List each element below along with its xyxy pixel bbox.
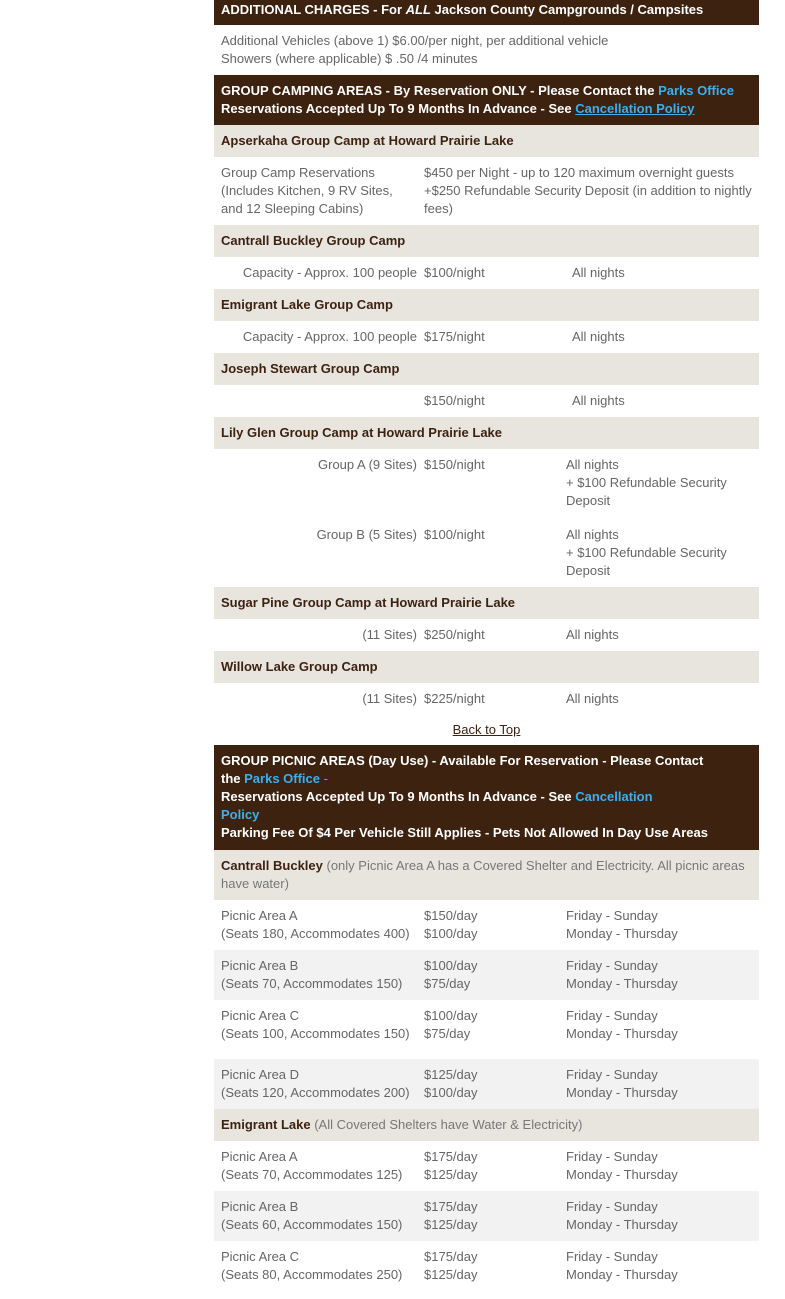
weekday-days: Monday - Thursday [566, 1167, 678, 1182]
weekend-days: Friday - Sunday [566, 1008, 658, 1023]
emigrant-picnic-title [214, 1109, 759, 1141]
weekday-days: Monday - Thursday [566, 1217, 678, 1232]
area-capacity: (Seats 120, Accommodates 200) [221, 1085, 410, 1100]
price-text: $150/night [424, 393, 485, 408]
weekday-price: $125/day [424, 1267, 478, 1282]
cantrall-picnic-title [214, 850, 759, 900]
lily-glen-title: Lily Glen Group Camp at Howard Prairie Lake [214, 417, 759, 449]
nights-text: All nights [572, 265, 625, 280]
price-text: $150/night [424, 457, 485, 472]
picnic-area-row [214, 1141, 759, 1191]
cancellation-policy-link[interactable]: Policy [221, 807, 260, 822]
emigrant-group-title: Emigrant Lake Group Camp [214, 289, 759, 321]
group-camping-header [214, 75, 759, 125]
weekend-price: $175/day [424, 1149, 478, 1164]
weekend-price: $175/day [424, 1199, 478, 1214]
lily-glen-group-a [214, 449, 759, 526]
weekday-price: $100/day [424, 1085, 478, 1100]
deposit-text: + $100 Refundable Security Deposit [566, 545, 727, 578]
header-text: GROUP PICNIC AREAS (Day Use) - Available For Reservation - Please Contact [221, 753, 704, 768]
header-text: GROUP CAMPING AREAS - By Reservation ONLY - Please Contact the [221, 83, 659, 98]
weekend-days: Friday - Sunday [566, 1149, 658, 1164]
additional-vehicles-text: Additional Vehicles (above 1) $6.00/per night, per additional vehicle [221, 33, 609, 48]
capacity-text: Capacity - Approx. 100 people [242, 329, 417, 344]
weekday-price: $125/day [424, 1217, 478, 1232]
header-emphasis: ALL [405, 2, 431, 17]
area-name: Picnic Area D [221, 1067, 300, 1082]
parks-office-link[interactable]: Parks Office [658, 83, 734, 98]
weekday-price: $100/day [424, 926, 478, 941]
area-name: Picnic Area B [221, 958, 299, 973]
showers-text: Showers (where applicable) $ .50 /4 minutes [221, 51, 478, 66]
area-capacity: (Seats 180, Accommodates 400) [221, 926, 410, 941]
header-text: Reservations Accepted Up To 9 Months In Advance - See [221, 789, 576, 804]
nights-text: All nights [566, 627, 619, 642]
weekday-price: $75/day [424, 976, 471, 991]
cantrall-group-row [214, 257, 759, 289]
sites-text: (11 Sites) [362, 627, 417, 642]
weekend-days: Friday - Sunday [566, 908, 658, 923]
weekend-price: $100/day [424, 1008, 478, 1023]
weekend-price: $175/day [424, 1249, 478, 1264]
additional-charges-body [214, 25, 759, 75]
capacity-text: Capacity - Approx. 100 people [242, 265, 417, 280]
location-name: Emigrant Lake [221, 1117, 311, 1132]
weekend-days: Friday - Sunday [566, 1067, 658, 1082]
cantrall-group-title: Cantrall Buckley Group Camp [214, 225, 759, 257]
weekday-price: $75/day [424, 1026, 471, 1041]
location-note: (only Picnic Area A has a Covered Shelter and Electricity. All picnic areas have water) [221, 858, 745, 891]
weekend-days: Friday - Sunday [566, 1199, 658, 1214]
nights-text: All nights [566, 527, 619, 542]
additional-charges-header [214, 0, 759, 25]
apserkaha-title: Apserkaha Group Camp at Howard Prairie Lake [214, 125, 759, 157]
area-name: Picnic Area A [221, 1149, 298, 1164]
apserkaha-deposit: +$250 Refundable Security Deposit (in addition to nightly fees) [424, 183, 752, 216]
group-b-label: Group B (5 Sites) [316, 527, 417, 542]
cancellation-policy-link[interactable]: Cancellation [575, 789, 653, 804]
cancellation-policy-link[interactable]: Cancellation Policy [575, 101, 695, 116]
separator: - [320, 771, 328, 786]
parks-office-link[interactable]: Parks Office [244, 771, 320, 786]
area-capacity: (Seats 70, Accommodates 150) [221, 976, 403, 991]
area-name: Picnic Area C [221, 1008, 300, 1023]
weekday-days: Monday - Thursday [566, 1026, 678, 1041]
sugar-pine-row [214, 619, 759, 651]
weekday-days: Monday - Thursday [566, 976, 678, 991]
weekend-days: Friday - Sunday [566, 958, 658, 973]
location-name: Cantrall Buckley [221, 858, 323, 873]
picnic-area-row [214, 1059, 759, 1109]
area-capacity: (Seats 70, Accommodates 125) [221, 1167, 403, 1182]
area-capacity: (Seats 60, Accommodates 150) [221, 1217, 403, 1232]
willow-lake-title: Willow Lake Group Camp [214, 651, 759, 683]
picnic-area-row [214, 900, 759, 950]
header-text: the [221, 771, 245, 786]
area-capacity: (Seats 80, Accommodates 250) [221, 1267, 403, 1282]
area-name: Picnic Area A [221, 908, 298, 923]
picnic-area-row [214, 1191, 759, 1241]
deposit-text: + $100 Refundable Security Deposit [566, 475, 727, 508]
joseph-stewart-row [214, 385, 759, 417]
nights-text: All nights [566, 457, 619, 472]
lily-glen-group-b [214, 526, 759, 587]
price-text: $100/night [424, 265, 485, 280]
picnic-area-row [214, 1000, 759, 1059]
nights-text: All nights [566, 691, 619, 706]
weekday-days: Monday - Thursday [566, 1085, 678, 1100]
joseph-stewart-title: Joseph Stewart Group Camp [214, 353, 759, 385]
weekend-price: $125/day [424, 1067, 478, 1082]
rates-table [214, 0, 759, 1291]
header-text: ADDITIONAL CHARGES - For [221, 2, 406, 17]
weekend-days: Friday - Sunday [566, 1249, 658, 1264]
back-to-top-row [214, 715, 759, 745]
price-text: $250/night [424, 627, 485, 642]
header-text: Jackson County Campgrounds / Campsites [430, 2, 704, 17]
apserkaha-desc: Group Camp Reservations (Includes Kitchen, 9 RV Sites, and 12 Sleeping Cabins) [221, 165, 393, 216]
picnic-area-row [214, 950, 759, 1000]
area-name: Picnic Area B [221, 1199, 299, 1214]
price-text: $100/night [424, 527, 485, 542]
sites-text: (11 Sites) [362, 691, 417, 706]
price-text: $175/night [424, 329, 485, 344]
apserkaha-price: $450 per Night - up to 120 maximum overnight guests [424, 165, 735, 180]
area-name: Picnic Area C [221, 1249, 300, 1264]
price-text: $225/night [424, 691, 485, 706]
picnic-area-row [214, 1241, 759, 1291]
group-picnic-header [214, 745, 759, 850]
group-a-label: Group A (9 Sites) [318, 457, 417, 472]
header-text: Reservations Accepted Up To 9 Months In Advance - See [221, 101, 576, 116]
emigrant-group-row [214, 321, 759, 353]
apserkaha-row [214, 157, 759, 225]
willow-lake-row [214, 683, 759, 715]
location-note: (All Covered Shelters have Water & Electricity) [310, 1117, 583, 1132]
weekend-price: $100/day [424, 958, 478, 973]
sugar-pine-title: Sugar Pine Group Camp at Howard Prairie Lake [214, 587, 759, 619]
weekday-days: Monday - Thursday [566, 926, 678, 941]
parking-fee-text: Parking Fee Of $4 Per Vehicle Still Applies - Pets Not Allowed In Day Use Areas [221, 825, 708, 840]
weekday-price: $125/day [424, 1167, 478, 1182]
area-capacity: (Seats 100, Accommodates 150) [221, 1026, 410, 1041]
nights-text: All nights [572, 329, 625, 344]
weekday-days: Monday - Thursday [566, 1267, 678, 1282]
back-to-top-link[interactable]: Back to Top [452, 722, 521, 737]
nights-text: All nights [572, 393, 625, 408]
weekend-price: $150/day [424, 908, 478, 923]
